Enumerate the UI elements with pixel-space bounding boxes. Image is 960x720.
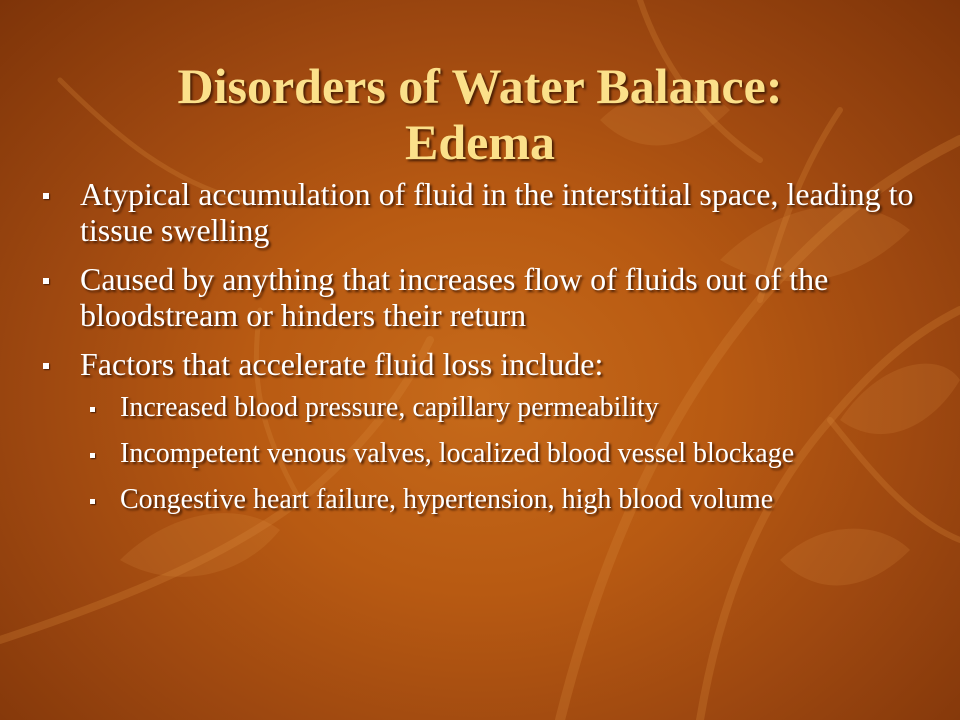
sub-bullet-list [80, 392, 920, 516]
bullet-item [40, 176, 920, 248]
bullet-list [40, 176, 920, 530]
slide-title-line: Edema [405, 113, 555, 170]
bullet-text: Factors that accelerate fluid loss include: [80, 346, 604, 382]
slide-title-line: Disorders of Water Balance: [177, 57, 783, 114]
bullet-text: Atypical accumulation of fluid in the interstitial space, leading to tissue swelling [80, 176, 914, 248]
sub-bullet-item [80, 438, 920, 470]
sub-bullet-item [80, 392, 920, 424]
square-bullet-icon [43, 278, 49, 284]
sub-bullet-text: Increased blood pressure, capillary permeability [120, 392, 659, 423]
bullet-text: Caused by anything that increases flow of fluids out of the bloodstream or hinders their return [80, 261, 829, 333]
square-bullet-icon [90, 499, 95, 504]
square-bullet-icon [90, 453, 95, 458]
bullet-item [40, 261, 920, 333]
slide-title [40, 58, 920, 170]
square-bullet-icon [43, 363, 49, 369]
square-bullet-icon [90, 407, 95, 412]
square-bullet-icon [43, 193, 49, 199]
sub-bullet-text: Congestive heart failure, hypertension, high blood volume [120, 484, 774, 515]
sub-bullet-text: Incompetent venous valves, localized blood vessel blockage [120, 438, 795, 469]
bullet-item [40, 346, 920, 516]
sub-bullet-item [80, 484, 920, 516]
